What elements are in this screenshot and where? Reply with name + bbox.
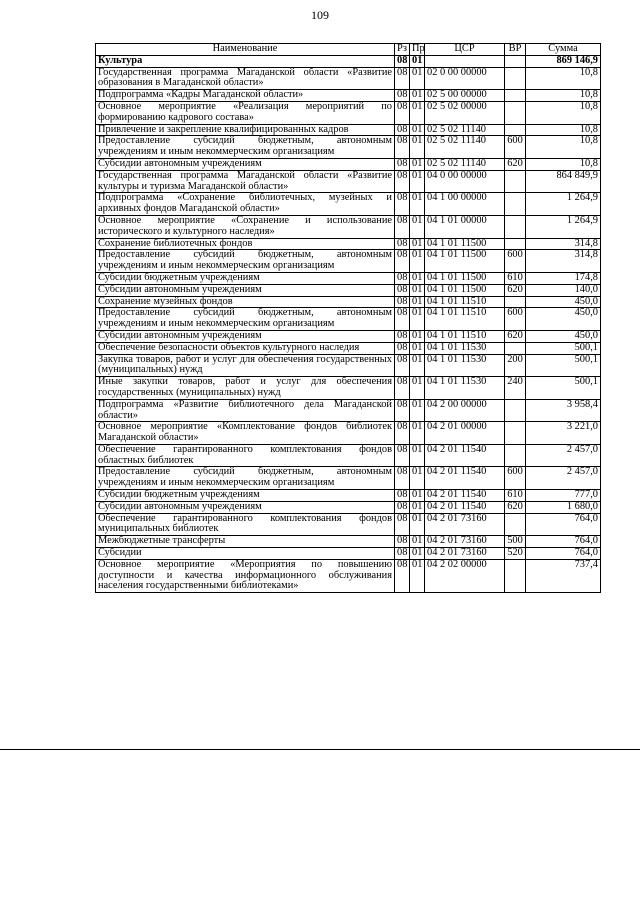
row-sum: 737,4 xyxy=(526,559,601,592)
row-sum: 10,8 xyxy=(526,124,601,136)
header-rz: Рз xyxy=(395,44,410,56)
row-pr: 01 xyxy=(410,330,425,342)
row-pr: 01 xyxy=(410,158,425,170)
row-name: Предоставление субсидий бюджетным, автономным учреждениям и иным некоммерческим организациям xyxy=(96,467,395,490)
table-row xyxy=(96,272,601,284)
header-vr: ВР xyxy=(505,44,526,56)
row-csr: 02 5 02 11140 xyxy=(425,158,505,170)
row-vr xyxy=(505,101,526,124)
row-vr xyxy=(505,215,526,238)
row-name: Закупка товаров, работ и услуг для обеспечения государственных (муниципальных) нужд xyxy=(96,354,395,377)
row-rz: 08 xyxy=(395,548,410,560)
row-pr: 01 xyxy=(410,55,425,67)
table-row xyxy=(96,490,601,502)
row-vr xyxy=(505,559,526,592)
row-vr xyxy=(505,238,526,250)
row-sum: 500,1 xyxy=(526,342,601,354)
row-rz: 08 xyxy=(395,559,410,592)
row-sum: 3 221,0 xyxy=(526,422,601,445)
row-rz: 08 xyxy=(395,67,410,90)
row-csr: 04 2 01 11540 xyxy=(425,444,505,467)
row-vr: 520 xyxy=(505,548,526,560)
row-name: Сохранение музейных фондов xyxy=(96,296,395,308)
row-rz: 08 xyxy=(395,399,410,422)
row-sum: 869 146,9 xyxy=(526,55,601,67)
header-csr: ЦСР xyxy=(425,44,505,56)
header-pr: Пр xyxy=(410,44,425,56)
table-row xyxy=(96,193,601,216)
row-sum: 10,8 xyxy=(526,101,601,124)
row-pr: 01 xyxy=(410,377,425,400)
table-row xyxy=(96,354,601,377)
row-rz: 08 xyxy=(395,296,410,308)
row-csr: 04 1 01 11530 xyxy=(425,342,505,354)
row-name: Сохранение библиотечных фондов xyxy=(96,238,395,250)
row-csr: 04 1 01 11500 xyxy=(425,250,505,273)
row-name: Обеспечение гарантированного комплектования фондов муниципальных библиотек xyxy=(96,513,395,536)
row-csr: 02 5 02 00000 xyxy=(425,101,505,124)
row-csr: 02 5 02 11140 xyxy=(425,124,505,136)
row-rz: 08 xyxy=(395,330,410,342)
row-rz: 08 xyxy=(395,513,410,536)
row-rz: 08 xyxy=(395,284,410,296)
row-pr: 01 xyxy=(410,513,425,536)
row-sum: 1 680,0 xyxy=(526,501,601,513)
row-vr: 620 xyxy=(505,330,526,342)
row-name: Привлечение и закрепление квалифицированных кадров xyxy=(96,124,395,136)
row-pr: 01 xyxy=(410,399,425,422)
row-rz: 08 xyxy=(395,90,410,102)
table-body xyxy=(96,55,601,592)
row-sum: 1 264,9 xyxy=(526,215,601,238)
page-number: 109 xyxy=(311,8,329,22)
row-csr: 02 5 02 11140 xyxy=(425,136,505,159)
table-row xyxy=(96,536,601,548)
row-csr: 04 2 01 00000 xyxy=(425,422,505,445)
row-name: Основное мероприятие «Сохранение и использование исторического и культурного наследия» xyxy=(96,215,395,238)
row-sum: 450,0 xyxy=(526,330,601,342)
row-pr: 01 xyxy=(410,170,425,193)
row-pr: 01 xyxy=(410,467,425,490)
row-sum: 314,8 xyxy=(526,250,601,273)
row-vr xyxy=(505,444,526,467)
row-sum: 2 457,0 xyxy=(526,467,601,490)
row-rz: 08 xyxy=(395,101,410,124)
table-row xyxy=(96,170,601,193)
table-header-row xyxy=(96,44,601,56)
row-rz: 08 xyxy=(395,536,410,548)
row-sum: 140,0 xyxy=(526,284,601,296)
row-sum: 10,8 xyxy=(526,67,601,90)
row-rz: 08 xyxy=(395,215,410,238)
row-csr: 04 2 00 00000 xyxy=(425,399,505,422)
table-row xyxy=(96,501,601,513)
row-csr: 04 2 02 00000 xyxy=(425,559,505,592)
row-name: Субсидии бюджетным учреждениям xyxy=(96,272,395,284)
row-name: Предоставление субсидий бюджетным, автономным учреждениям и иным некоммерческим организациям xyxy=(96,250,395,273)
row-pr: 01 xyxy=(410,490,425,502)
row-sum: 764,0 xyxy=(526,536,601,548)
row-sum: 764,0 xyxy=(526,548,601,560)
table-row xyxy=(96,238,601,250)
table-row xyxy=(96,548,601,560)
row-csr: 04 1 01 11500 xyxy=(425,272,505,284)
row-sum: 174,8 xyxy=(526,272,601,284)
row-pr: 01 xyxy=(410,238,425,250)
row-vr xyxy=(505,296,526,308)
row-csr: 04 1 01 00000 xyxy=(425,215,505,238)
row-sum: 450,0 xyxy=(526,308,601,331)
row-rz: 08 xyxy=(395,422,410,445)
table-row xyxy=(96,136,601,159)
row-sum: 2 457,0 xyxy=(526,444,601,467)
row-vr: 500 xyxy=(505,536,526,548)
row-sum: 777,0 xyxy=(526,490,601,502)
row-name: Основное мероприятие «Реализация мероприятий по формированию кадрового состава» xyxy=(96,101,395,124)
row-rz: 08 xyxy=(395,467,410,490)
row-pr: 01 xyxy=(410,501,425,513)
row-rz: 08 xyxy=(395,444,410,467)
row-pr: 01 xyxy=(410,559,425,592)
table-row xyxy=(96,250,601,273)
table-row xyxy=(96,55,601,67)
row-rz: 08 xyxy=(395,342,410,354)
row-vr xyxy=(505,55,526,67)
row-vr: 620 xyxy=(505,158,526,170)
row-vr: 610 xyxy=(505,490,526,502)
row-rz: 08 xyxy=(395,377,410,400)
table-row xyxy=(96,67,601,90)
row-vr xyxy=(505,342,526,354)
row-name: Субсидии автономным учреждениям xyxy=(96,330,395,342)
bottom-divider xyxy=(0,749,640,750)
table-row xyxy=(96,330,601,342)
row-csr: 02 0 00 00000 xyxy=(425,67,505,90)
row-vr: 600 xyxy=(505,308,526,331)
table-row xyxy=(96,422,601,445)
row-pr: 01 xyxy=(410,536,425,548)
row-vr xyxy=(505,124,526,136)
row-vr: 600 xyxy=(505,136,526,159)
table-row xyxy=(96,342,601,354)
row-name: Подпрограмма «Сохранение библиотечных, музейных и архивных фондов Магаданской области» xyxy=(96,193,395,216)
row-rz: 08 xyxy=(395,170,410,193)
row-pr: 01 xyxy=(410,422,425,445)
row-csr: 02 5 00 00000 xyxy=(425,90,505,102)
table-row xyxy=(96,513,601,536)
row-pr: 01 xyxy=(410,101,425,124)
table-row xyxy=(96,399,601,422)
row-pr: 01 xyxy=(410,308,425,331)
row-sum: 3 958,4 xyxy=(526,399,601,422)
table-row xyxy=(96,90,601,102)
row-name: Субсидии автономным учреждениям xyxy=(96,501,395,513)
row-csr: 04 1 01 11530 xyxy=(425,377,505,400)
row-csr: 04 1 00 00000 xyxy=(425,193,505,216)
row-vr xyxy=(505,399,526,422)
row-sum: 864 849,9 xyxy=(526,170,601,193)
row-vr xyxy=(505,193,526,216)
row-sum: 1 264,9 xyxy=(526,193,601,216)
row-vr: 610 xyxy=(505,272,526,284)
row-sum: 10,8 xyxy=(526,136,601,159)
table-row xyxy=(96,101,601,124)
row-csr: 04 1 01 11510 xyxy=(425,330,505,342)
row-rz: 08 xyxy=(395,250,410,273)
row-name: Предоставление субсидий бюджетным, автономным учреждениям и иным некоммерческим организациям xyxy=(96,136,395,159)
row-pr: 01 xyxy=(410,67,425,90)
row-rz: 08 xyxy=(395,55,410,67)
row-name: Субсидии автономным учреждениям xyxy=(96,158,395,170)
table-row xyxy=(96,296,601,308)
row-sum: 10,8 xyxy=(526,158,601,170)
row-name: Субсидии бюджетным учреждениям xyxy=(96,490,395,502)
header-name: Наименование xyxy=(96,44,395,56)
row-csr: 04 1 01 11500 xyxy=(425,238,505,250)
row-csr: 04 2 01 73160 xyxy=(425,513,505,536)
row-vr xyxy=(505,513,526,536)
row-name: Предоставление субсидий бюджетным, автономным учреждениям и иным некоммерческим организациям xyxy=(96,308,395,331)
row-name: Основное мероприятие «Комплектование фондов библиотек Магаданской области» xyxy=(96,422,395,445)
row-name: Культура xyxy=(96,55,395,67)
row-pr: 01 xyxy=(410,136,425,159)
row-rz: 08 xyxy=(395,354,410,377)
row-pr: 01 xyxy=(410,284,425,296)
row-sum: 500,1 xyxy=(526,354,601,377)
budget-table xyxy=(95,43,601,593)
row-rz: 08 xyxy=(395,272,410,284)
row-name: Государственная программа Магаданской области «Развитие образования в Магаданской области» xyxy=(96,67,395,90)
row-rz: 08 xyxy=(395,124,410,136)
row-csr: 04 1 01 11510 xyxy=(425,296,505,308)
row-name: Государственная программа Магаданской области «Развитие культуры и туризма Магаданской области» xyxy=(96,170,395,193)
table-row xyxy=(96,559,601,592)
row-pr: 01 xyxy=(410,548,425,560)
row-vr: 200 xyxy=(505,354,526,377)
row-pr: 01 xyxy=(410,90,425,102)
row-rz: 08 xyxy=(395,193,410,216)
row-pr: 01 xyxy=(410,342,425,354)
row-csr: 04 1 01 11500 xyxy=(425,284,505,296)
row-vr xyxy=(505,422,526,445)
row-pr: 01 xyxy=(410,354,425,377)
row-pr: 01 xyxy=(410,215,425,238)
row-rz: 08 xyxy=(395,490,410,502)
row-pr: 01 xyxy=(410,250,425,273)
row-vr xyxy=(505,170,526,193)
row-name: Субсидии xyxy=(96,548,395,560)
row-name: Основное мероприятие «Мероприятия по повышению доступности и качества информационного обслуживания населения государственными библиотеками» xyxy=(96,559,395,592)
row-name: Обеспечение гарантированного комплектования фондов областных библиотек xyxy=(96,444,395,467)
table-row xyxy=(96,158,601,170)
row-rz: 08 xyxy=(395,136,410,159)
row-pr: 01 xyxy=(410,272,425,284)
row-pr: 01 xyxy=(410,124,425,136)
row-csr: 04 2 01 73160 xyxy=(425,536,505,548)
row-csr: 04 1 01 11510 xyxy=(425,308,505,331)
row-sum: 764,0 xyxy=(526,513,601,536)
row-rz: 08 xyxy=(395,308,410,331)
table-row xyxy=(96,467,601,490)
row-rz: 08 xyxy=(395,158,410,170)
row-pr: 01 xyxy=(410,444,425,467)
table-row xyxy=(96,377,601,400)
row-vr: 600 xyxy=(505,250,526,273)
row-csr: 04 2 01 11540 xyxy=(425,490,505,502)
row-sum: 450,0 xyxy=(526,296,601,308)
row-rz: 08 xyxy=(395,238,410,250)
header-sum: Сумма xyxy=(526,44,601,56)
table-row xyxy=(96,444,601,467)
row-name: Подпрограмма «Кадры Магаданской области» xyxy=(96,90,395,102)
row-sum: 314,8 xyxy=(526,238,601,250)
row-name: Подпрограмма «Развитие библиотечного дела Магаданской области» xyxy=(96,399,395,422)
row-csr: 04 2 01 11540 xyxy=(425,501,505,513)
row-vr: 240 xyxy=(505,377,526,400)
row-pr: 01 xyxy=(410,296,425,308)
row-sum: 500,1 xyxy=(526,377,601,400)
row-csr xyxy=(425,55,505,67)
table-row xyxy=(96,215,601,238)
row-csr: 04 0 00 00000 xyxy=(425,170,505,193)
row-pr: 01 xyxy=(410,193,425,216)
row-name: Субсидии автономным учреждениям xyxy=(96,284,395,296)
row-csr: 04 1 01 11530 xyxy=(425,354,505,377)
row-vr: 620 xyxy=(505,284,526,296)
table-row xyxy=(96,124,601,136)
row-name: Обеспечение безопасности объектов культурного наследия xyxy=(96,342,395,354)
row-csr: 04 2 01 73160 xyxy=(425,548,505,560)
row-name: Иные закупки товаров, работ и услуг для обеспечения государственных (муниципальных) нужд xyxy=(96,377,395,400)
row-vr: 600 xyxy=(505,467,526,490)
row-vr: 620 xyxy=(505,501,526,513)
row-vr xyxy=(505,67,526,90)
row-rz: 08 xyxy=(395,501,410,513)
table-row xyxy=(96,308,601,331)
row-csr: 04 2 01 11540 xyxy=(425,467,505,490)
table-row xyxy=(96,284,601,296)
row-sum: 10,8 xyxy=(526,90,601,102)
row-vr xyxy=(505,90,526,102)
row-name: Межбюджетные трансферты xyxy=(96,536,395,548)
